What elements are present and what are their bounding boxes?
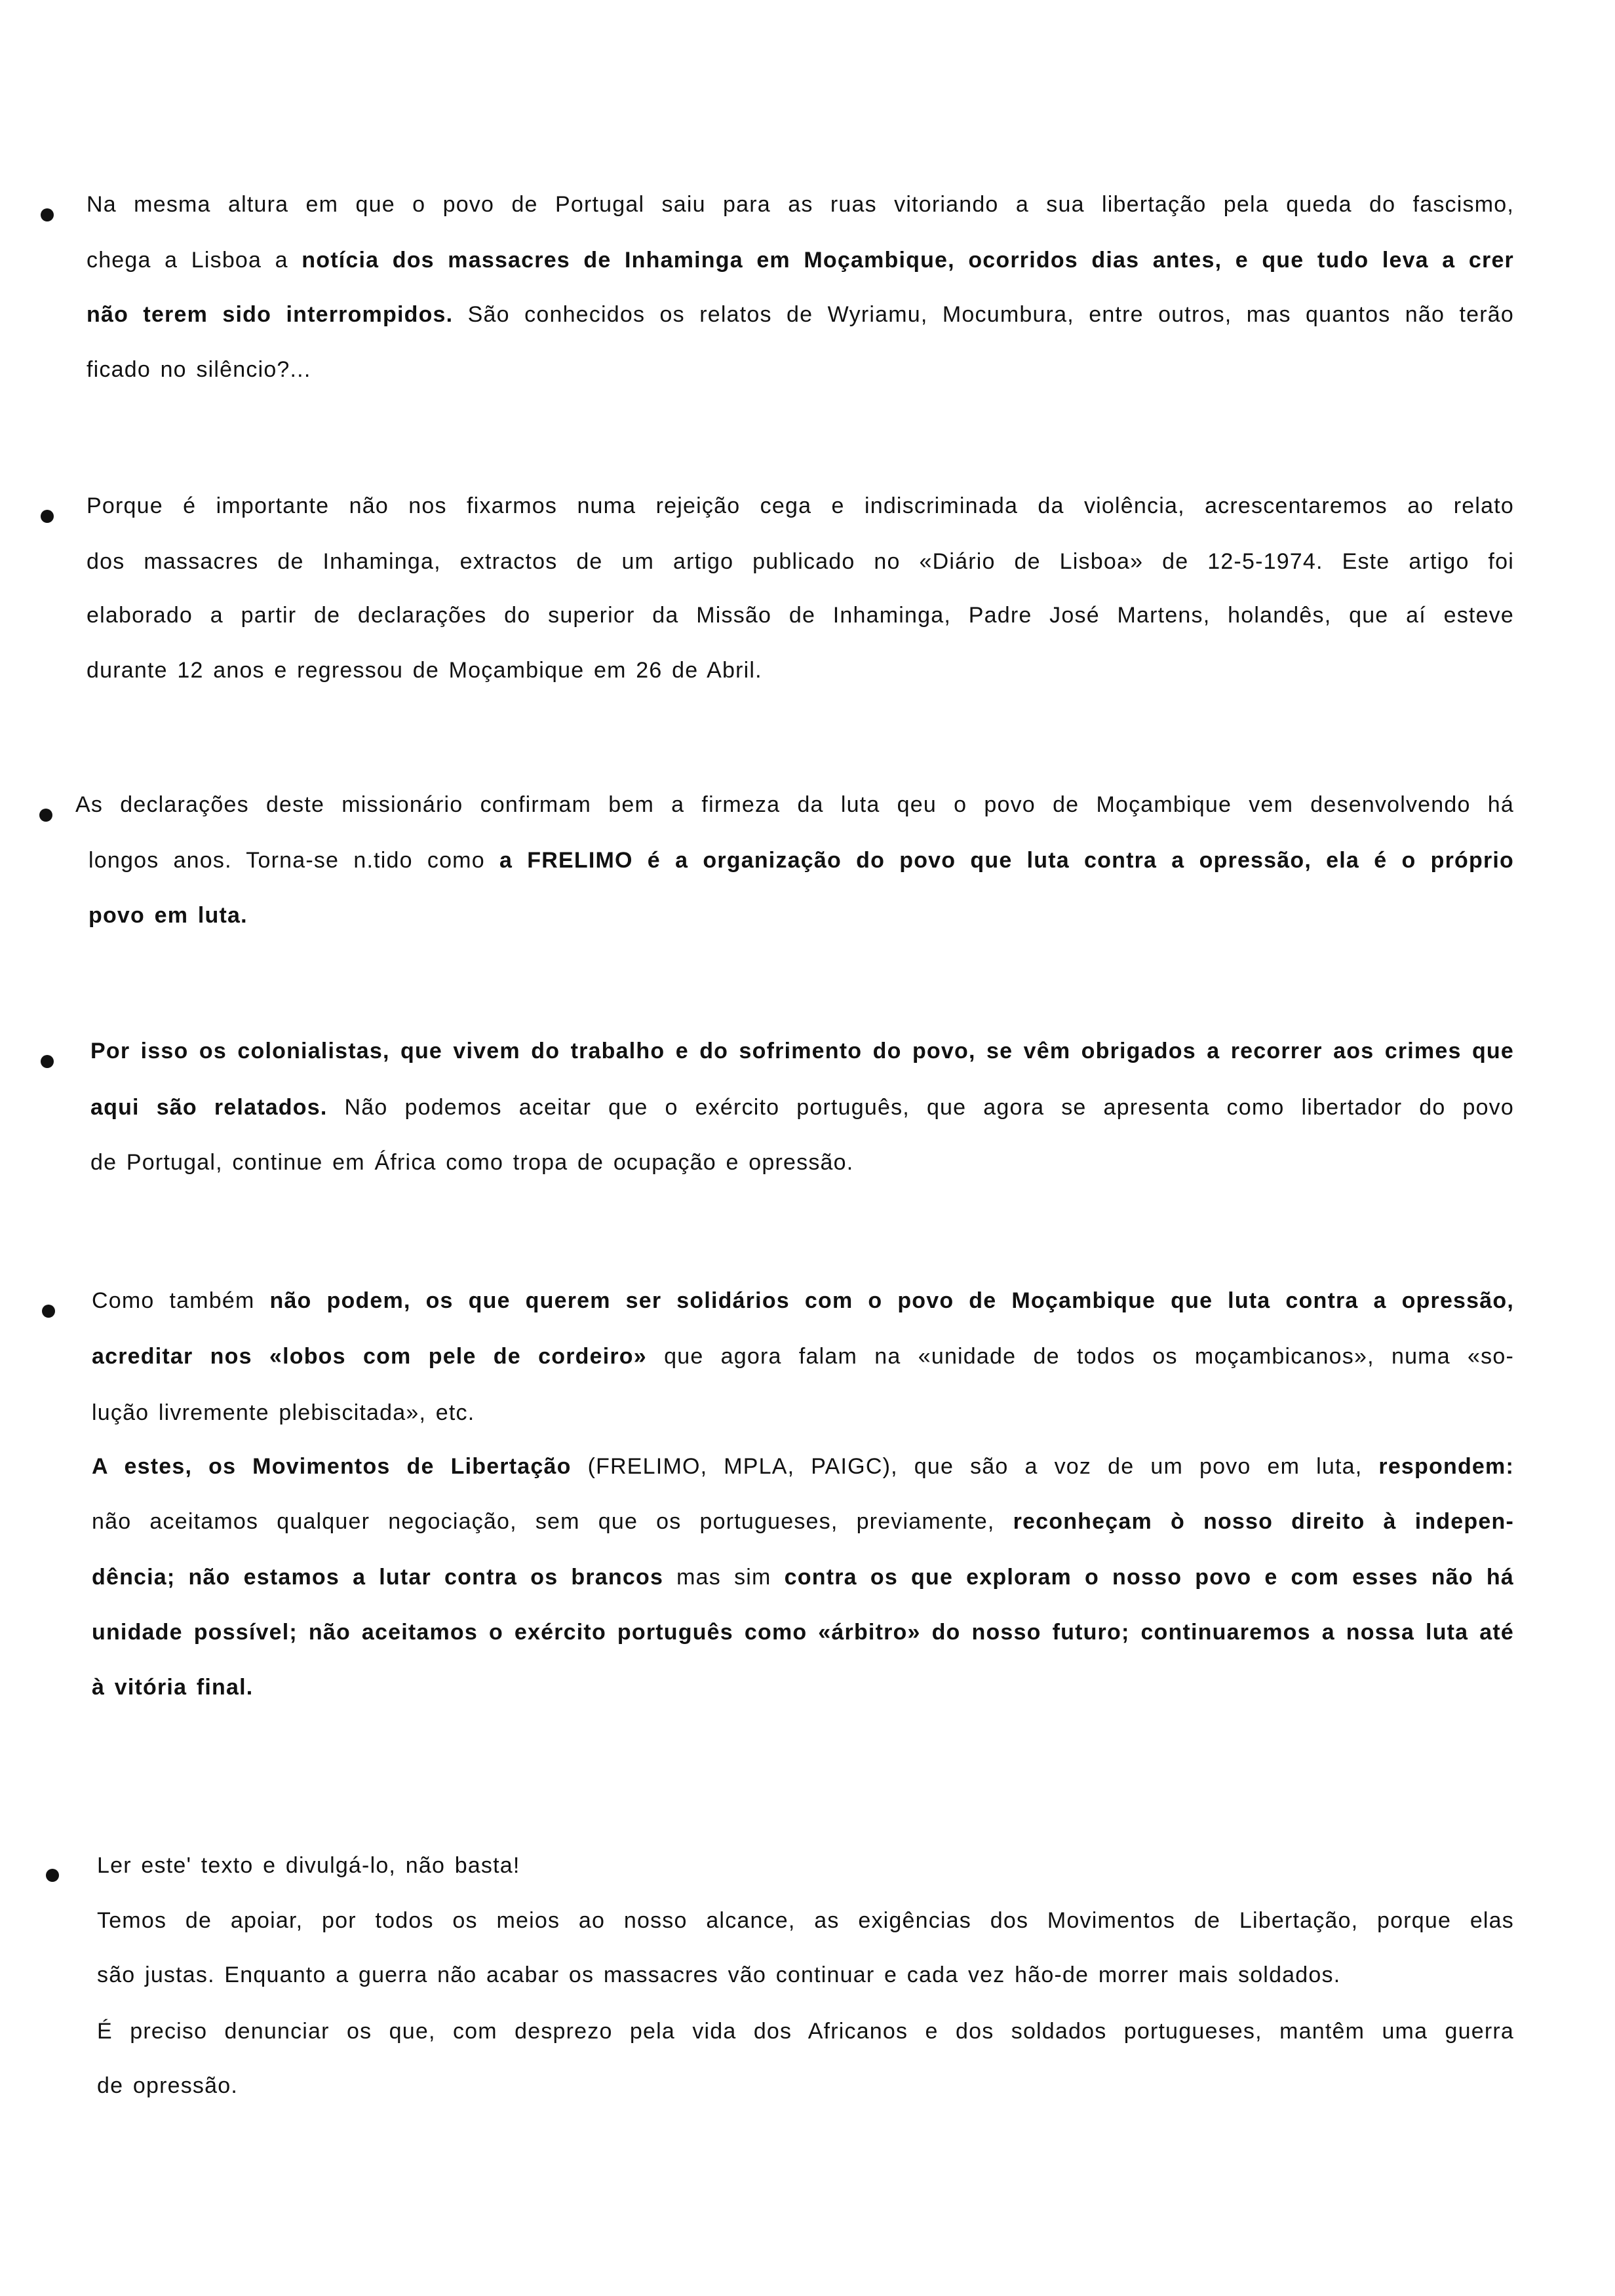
text-line bbox=[90, 1038, 1514, 1064]
text: durante 12 anos e regressou de Moçambique em 26 de Abril. bbox=[87, 658, 762, 683]
bold-text: dência; não estamos a lutar contra os brancos bbox=[92, 1565, 664, 1590]
text: de Portugal, continue em África como tropa de ocupação e opressão. bbox=[90, 1150, 854, 1175]
text-line bbox=[87, 247, 1514, 273]
text-line bbox=[92, 1564, 1514, 1590]
text-line bbox=[87, 602, 1514, 628]
bold-text: não terem sido interrompidos. bbox=[87, 302, 454, 327]
text-line bbox=[97, 2018, 1514, 2044]
text-line bbox=[88, 902, 248, 928]
text: Ler este' texto e divulgá-lo, não basta! bbox=[97, 1853, 520, 1878]
text: Na mesma altura em que o povo de Portugal saiu para as ruas vitoriando a sua libertação pela queda do fascismo, bbox=[87, 192, 1514, 217]
text-line bbox=[92, 1343, 1514, 1369]
text-line bbox=[97, 1852, 520, 1879]
bold-text: A estes, os Movimentos de Libertação bbox=[92, 1454, 572, 1479]
text: Porque é importante não nos fixarmos numa rejeição cega e indiscriminada da violência, acrescentaremos ao relato bbox=[87, 493, 1514, 518]
text-line bbox=[87, 657, 762, 683]
text: Não podemos aceitar que o exército português, que agora se apresenta como libertador do povo bbox=[327, 1095, 1514, 1120]
bullet-icon bbox=[41, 1055, 54, 1068]
bold-text: respondem: bbox=[1378, 1454, 1514, 1479]
bullet-icon bbox=[41, 510, 54, 523]
text: que agora falam na «unidade de todos os moçambicanos», numa «so- bbox=[646, 1344, 1514, 1369]
text: longos anos. Torna-se n.tido como bbox=[88, 848, 499, 873]
bold-text: à vitória final. bbox=[92, 1675, 254, 1700]
text: (FRELIMO, MPLA, PAIGC), que são a voz de um povo em luta, bbox=[571, 1454, 1379, 1479]
bold-text: povo em luta. bbox=[88, 903, 248, 928]
bold-text: aqui são relatados. bbox=[90, 1095, 328, 1120]
text: lução livremente plebiscitada», etc. bbox=[92, 1400, 475, 1425]
bold-text: a FRELIMO é a organização do povo que luta contra a opressão, ela é o próprio bbox=[499, 848, 1514, 873]
text-line bbox=[92, 1288, 1514, 1314]
text: Temos de apoiar, por todos os meios ao nosso alcance, as exigências dos Movimentos de Libertação, porque elas bbox=[97, 1908, 1514, 1933]
bullet-icon bbox=[39, 809, 52, 822]
text: mas sim bbox=[663, 1565, 785, 1590]
text-line bbox=[92, 1508, 1514, 1535]
text: Como também bbox=[92, 1288, 270, 1313]
text-line bbox=[97, 2073, 238, 2099]
text-line bbox=[88, 847, 1514, 873]
bullet-icon bbox=[42, 1305, 55, 1318]
text-line bbox=[87, 356, 311, 383]
text-line bbox=[92, 1674, 253, 1700]
bold-text: unidade possível; não aceitamos o exército português como «árbitro» do nosso futuro; continuaremos a nossa luta até bbox=[92, 1620, 1514, 1645]
text: de opressão. bbox=[97, 2073, 238, 2098]
text-line bbox=[87, 493, 1514, 519]
text: ficado no silêncio?... bbox=[87, 357, 311, 382]
bold-text: reconheçam ò nosso direito à indepen- bbox=[1013, 1509, 1514, 1534]
text: elaborado a partir de declarações do superior da Missão de Inhaminga, Padre José Martens, holandês, que aí esteve bbox=[87, 603, 1514, 628]
bold-text: não podem, os que querem ser solidários com o povo de Moçambique que luta contra a opressão, bbox=[269, 1288, 1514, 1313]
bold-text: acreditar nos «lobos com pele de cordeiro» bbox=[92, 1344, 647, 1369]
text: chega a Lisboa a bbox=[87, 248, 302, 273]
text-line bbox=[92, 1619, 1514, 1645]
text-line bbox=[97, 1962, 1340, 1988]
text: As declarações deste missionário confirmam bem a firmeza da luta qeu o povo de Moçambique vem desenvolvendo há bbox=[75, 792, 1514, 817]
text: não aceitamos qualquer negociação, sem que os portugueses, previamente, bbox=[92, 1509, 1013, 1534]
bold-text: notícia dos massacres de Inhaminga em Moçambique, ocorridos dias antes, e que tudo leva a crer bbox=[302, 248, 1514, 273]
text: É preciso denunciar os que, com desprezo pela vida dos Africanos e dos soldados portugueses, mantêm uma guerra bbox=[97, 2019, 1514, 2044]
text-line bbox=[97, 1907, 1514, 1934]
text-line bbox=[92, 1453, 1514, 1480]
text-line bbox=[87, 301, 1514, 328]
text-line bbox=[87, 548, 1514, 575]
bullet-icon bbox=[46, 1869, 59, 1882]
text: dos massacres de Inhaminga, extractos de um artigo publicado no «Diário de Lisboa» de 12-5-1974. Este artigo foi bbox=[87, 549, 1514, 574]
bullet-icon bbox=[41, 208, 54, 221]
text-line bbox=[87, 191, 1514, 218]
text-line bbox=[75, 792, 1514, 818]
text: são justas. Enquanto a guerra não acabar os massacres vão continuar e cada vez hão-de morrer mais soldados. bbox=[97, 1962, 1341, 1987]
text-line bbox=[92, 1400, 475, 1426]
text: São conhecidos os relatos de Wyriamu, Mocumbura, entre outros, mas quantos não terão bbox=[453, 302, 1514, 327]
text-line bbox=[90, 1094, 1514, 1120]
text-line bbox=[90, 1149, 853, 1176]
bold-text: Por isso os colonialistas, que vivem do trabalho e do sofrimento do povo, se vêm obrigados a recorrer aos crimes que bbox=[90, 1039, 1514, 1063]
bold-text: contra os que exploram o nosso povo e com esses não há bbox=[784, 1565, 1514, 1590]
